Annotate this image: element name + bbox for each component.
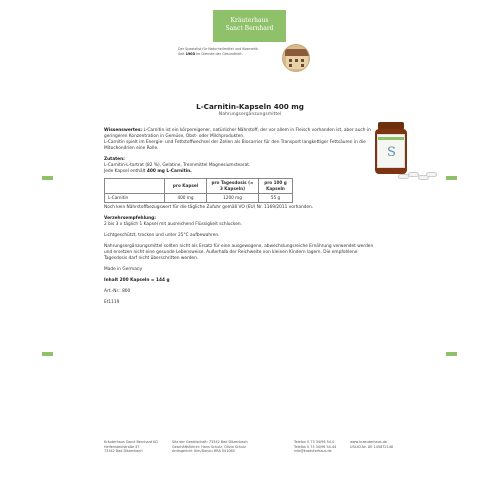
product-description [104, 128, 374, 311]
storage-text: Lichtgeschützt, trocken und unter 25°C aufbewahren. [104, 233, 220, 238]
table-header-row [105, 179, 293, 194]
right-marker-1 [446, 176, 457, 180]
brand-logo [213, 10, 286, 42]
table-header-cell [105, 179, 165, 194]
nutrition-note: Noch kein Nährstoffbezugswert für die tägliche Zufuhr gemäß VO (EU) Nr. 1169/2011 vorhanden. [104, 205, 314, 210]
table-header-cell: pro 100 g Kapseln [259, 179, 293, 194]
footer-address [104, 440, 158, 454]
footer-line: Telefon 0 73 34/96 54-0 [294, 440, 335, 444]
verzehr-heading: Verzehrsempfehlung: [104, 216, 156, 221]
tagline-post: im Dienste der Gesundheit. [195, 52, 243, 56]
footer-line: Geschäftsführer: Hans Schulz, Olivia Schulz [172, 444, 246, 449]
tagline [178, 47, 278, 57]
right-marker-2 [446, 352, 457, 356]
capsules-image [398, 170, 438, 182]
verzehr-section [104, 216, 374, 228]
footer-line: info@kraeuterhaus.de [294, 449, 332, 454]
per-capsule-value: 400 mg L-Carnitin. [146, 169, 192, 174]
footer-line: Helfensteinstraße 47 [104, 444, 140, 449]
per-capsule-label: Jede Kapsel enthält [104, 169, 147, 174]
tagline-pre: Seit [178, 52, 186, 56]
nutrition-table [104, 178, 293, 203]
footer-line: www.kraeuterhaus.de [350, 440, 387, 444]
table-cell: 55 g [259, 194, 293, 203]
product-subtitle: Nahrungsergänzungsmittel [218, 112, 282, 117]
tagline-year: 1903 [185, 52, 196, 56]
footer-line: USt-ID-Nr. DE 145872148 [350, 444, 394, 449]
table-row [105, 194, 293, 203]
wissenswertes-text-2: L-Carnitin spielt im Energie- und Fettstoffwechsel der Zellen als Biocarrier für den Transport langkettiger Fettsäuren in die Mitochondrien eine Rolle. [104, 140, 366, 151]
zutaten-per-capsule [104, 169, 374, 175]
footer-line: Amtsgericht Ulm/Donau HRA 541060 [172, 449, 235, 454]
disclaimer-text: Nahrungsergänzungsmittel sollten nicht als Ersatz für eine ausgewogene, abwechslungsreiche Ernährung verwendet werden und ersetzen nicht eine gesunde Lebensweise. Außerhalb der Reichweite von kleinen Kindern lagern. Die empfohlene Tagesdosis darf nicht überschritten werden. [104, 244, 374, 261]
footer-line: 73342 Bad Ditzenbach [104, 449, 143, 454]
table-cell: 1200 mg [207, 194, 259, 203]
brand-line-1: Kräuterhaus [230, 17, 269, 24]
tagline-line-2 [178, 52, 278, 57]
bottle-label [377, 134, 405, 168]
table-header-cell: pro Kapsel [165, 179, 207, 194]
label-code: Et1119 [104, 300, 120, 305]
table-header-cell: pro Tagesdosis (= 3 Kapseln) [207, 179, 259, 194]
footer-line: Kräuterhaus Sanct Bernhard KG [104, 440, 159, 444]
wissenswertes-section [104, 128, 374, 152]
footer-contact [294, 440, 336, 454]
footer-line: Telefax 0 73 34/96 54-44 [294, 444, 337, 449]
zutaten-heading: Zutaten: [104, 157, 125, 162]
bottle-label-band [378, 137, 404, 140]
inhalt-text: Inhalt 200 Kapseln = 144 g [104, 278, 170, 283]
article-number: Art.-Nr.: 800 [104, 289, 131, 294]
wissenswertes-heading: Wissenswertes: [104, 128, 143, 133]
left-marker-1 [42, 176, 53, 180]
table-cell: L-Carnitin [105, 194, 165, 203]
zutaten-text: L-Carnitin-L-tartrat (82 %), Gelatine, Trennmittel Magnesiumstearat. [104, 163, 251, 168]
zutaten-section [104, 157, 374, 175]
tagline-line-1: Der Spezialist für Naturheilmittel und Kosmetik. [178, 47, 259, 51]
product-bottle-image [372, 122, 410, 174]
table-cell: 400 mg [165, 194, 207, 203]
verzehr-text: 2 bis 3 x täglich 1 Kapsel mit ausreichend Flüssigkeit schlucken. [104, 222, 242, 227]
bottle-logo-s: S [387, 145, 396, 160]
left-marker-2 [42, 352, 53, 356]
footer-company [172, 440, 248, 454]
house-photo [282, 44, 310, 72]
wissenswertes-text-1: L-Carnitin ist ein körpereigener, natürlicher Nährstoff, der vor allem in Fleisch vorhanden ist, aber auch in geringeren Konzentration in Gemüse, Obst- oder Milchprodukten. [104, 128, 371, 139]
brand-line-2: Sanct Bernhard [225, 25, 274, 32]
product-title: L-Carnitin-Kapseln 400 mg [196, 102, 304, 111]
footer-line: Sitz der Gesellschaft: 73342 Bad Ditzenbach [172, 440, 248, 444]
origin-text: Made in Germany [104, 267, 143, 272]
footer-web [350, 440, 393, 449]
